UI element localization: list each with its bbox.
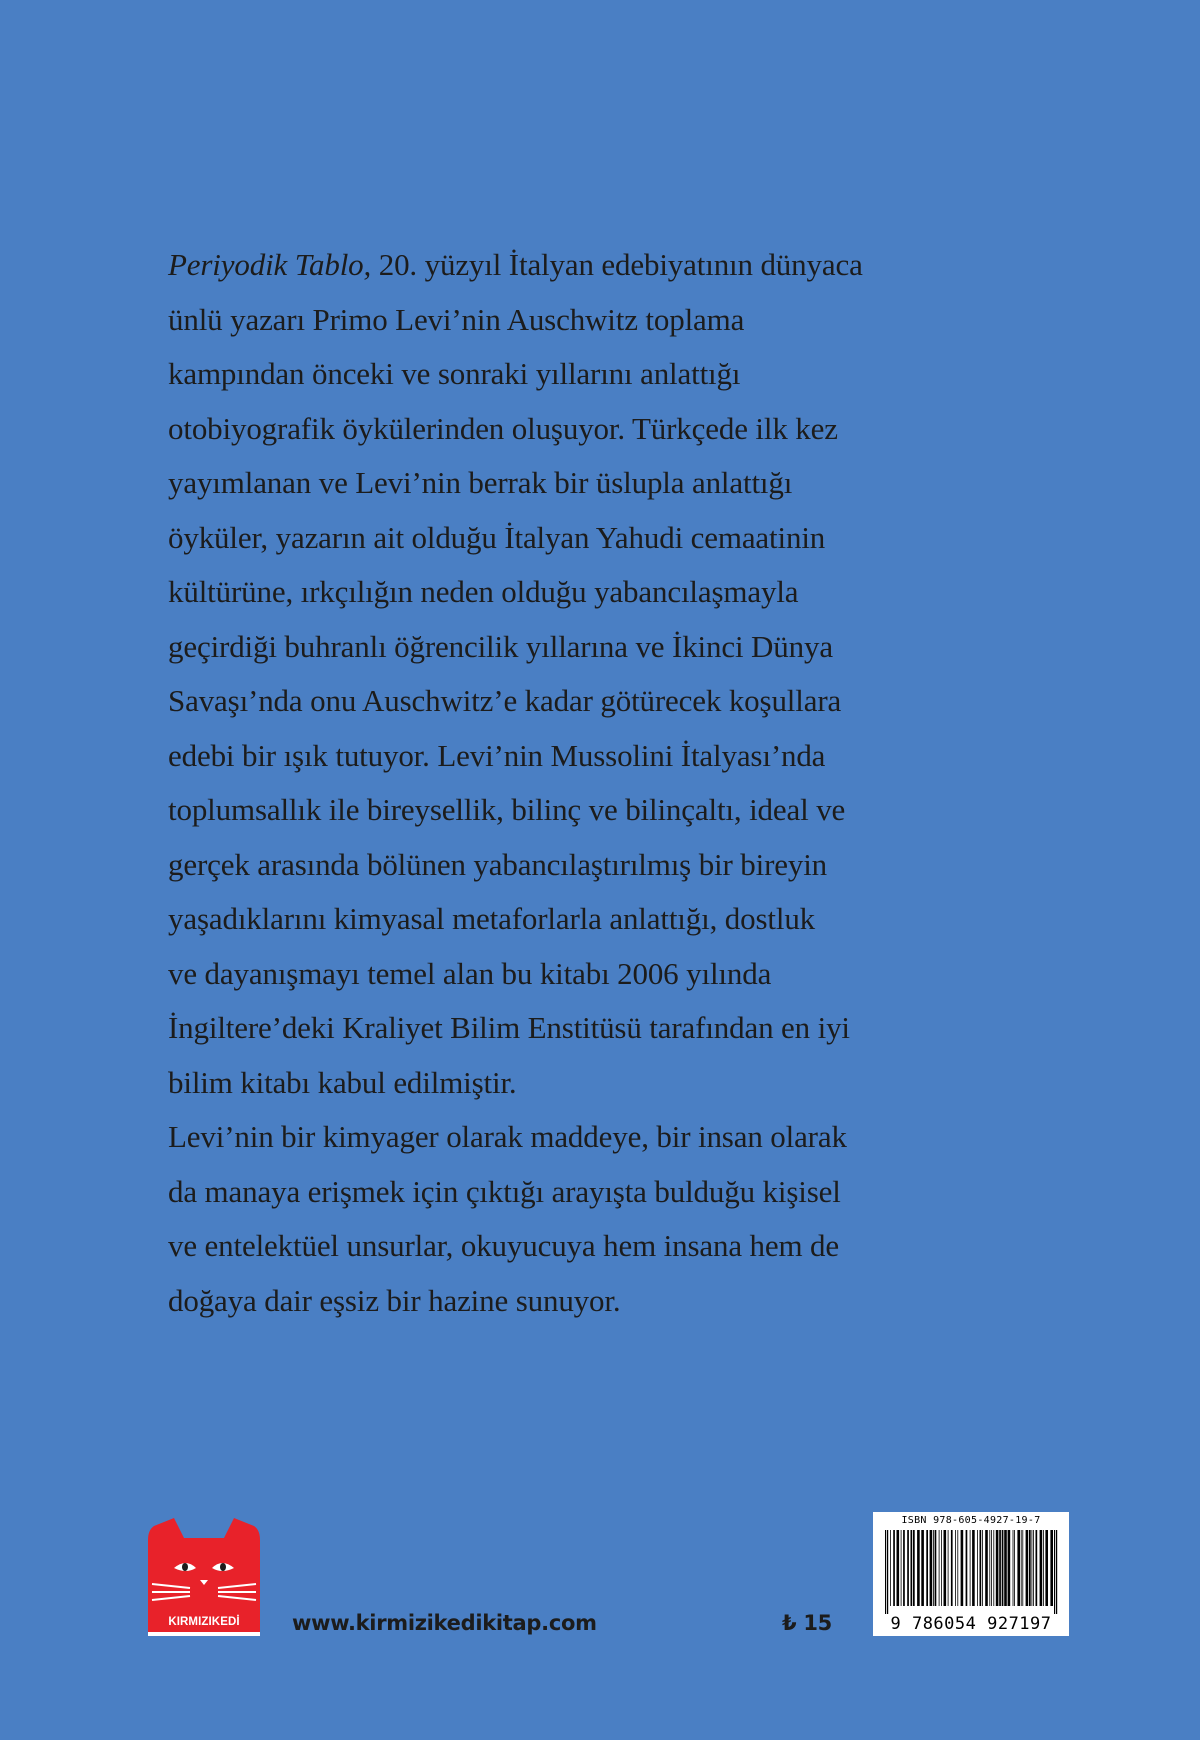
logo-wordmark: KIRMIZIKEDİ: [168, 1616, 240, 1628]
barcode-guard-bar: [885, 1530, 886, 1614]
publisher-logo: [144, 1518, 264, 1636]
barcode-bar: [907, 1530, 909, 1606]
barcode-bar: [1022, 1530, 1023, 1606]
barcode-bar: [993, 1530, 994, 1606]
blurb-line: İngiltere’deki Kraliyet Bilim Enstitüsü tarafından en iyi: [168, 1010, 850, 1045]
barcode-bar: [1040, 1530, 1043, 1606]
barcode-bar: [1026, 1530, 1029, 1606]
barcode-bar: [926, 1530, 928, 1606]
barcode-bar: [1029, 1530, 1031, 1606]
barcode-bar: [977, 1530, 978, 1606]
barcode-guard-bar: [1056, 1530, 1057, 1614]
barcode-bar: [1036, 1530, 1038, 1606]
publisher-website: www.kirmizikedikitap.com: [292, 1611, 597, 1635]
barcode-bar: [1050, 1530, 1053, 1606]
barcode-bar: [1014, 1530, 1015, 1606]
blurb-line: bilim kitabı kabul edilmiştir.: [168, 1064, 517, 1100]
back-cover-blurb: [168, 238, 1048, 1328]
barcode-bar: [1043, 1530, 1044, 1606]
blurb-line: gerçek arasında bölünen yabancılaştırılmış bir bireyin: [168, 846, 828, 882]
barcode-bar: [903, 1530, 905, 1606]
barcode-bar: [948, 1530, 949, 1606]
barcode-bar: [996, 1530, 999, 1606]
barcode-bar: [913, 1530, 915, 1606]
barcode-bar: [893, 1530, 895, 1606]
barcode-bars: [883, 1530, 1059, 1614]
blurb-line: yayımlanan ve Levi’nin berrak bir üslupla anlattığı: [168, 465, 793, 500]
blurb-line: edebi bir ışık tutuyor. Levi’nin Mussolini İtalyası’nda: [168, 737, 826, 773]
barcode-guard-bar: [1054, 1530, 1055, 1614]
blurb-line: otobiyografik öykülerinden oluşuyor. Türkçede ilk kez: [168, 410, 838, 446]
barcode-bar: [1033, 1530, 1034, 1606]
blurb-line: da manaya erişmek için çıktığı arayışta bulduğu kişisel: [168, 1173, 841, 1209]
barcode-bar: [897, 1530, 900, 1606]
blurb-line: yaşadıklarını kimyasal metaforlarla anlattığı, dostluk: [168, 901, 816, 936]
blurb-line: Periyodik Tablo, 20. yüzyıl İtalyan edebiyatının dünyaca: [168, 247, 863, 282]
barcode-bar: [970, 1530, 971, 1606]
barcode-bar: [961, 1530, 964, 1606]
barcode-bar: [935, 1530, 937, 1606]
blurb-line: kültürüne, ırkçılığın neden olduğu yabancılaşmayla: [168, 574, 799, 609]
price-label: ₺ 15: [782, 1611, 832, 1635]
blurb-line: geçirdiği buhranlı öğrencilik yıllarına ve İkinci Dünya: [168, 628, 833, 664]
barcode-bar: [1032, 1530, 1033, 1606]
barcode-bar: [901, 1530, 902, 1606]
barcode-bar: [985, 1530, 988, 1606]
barcode-bar: [1013, 1530, 1014, 1606]
barcode-bar: [917, 1530, 920, 1606]
isbn-barcode: [873, 1512, 1069, 1636]
blurb-line: ünlü yazarı Primo Levi’nin Auschwitz toplama: [168, 301, 745, 337]
isbn-label: ISBN 978-605-4927-19-7: [901, 1515, 1041, 1526]
blurb-line: Levi’nin bir kimyager olarak maddeye, bir insan olarak: [168, 1119, 847, 1154]
blurb-line: kampından önceki ve sonraki yıllarını anlattığı: [168, 356, 741, 391]
barcode-guard-bar: [887, 1530, 888, 1614]
barcode-bar: [921, 1530, 924, 1606]
barcode-bar: [991, 1530, 992, 1606]
barcode-bar: [911, 1530, 913, 1606]
barcode-bar: [966, 1530, 968, 1606]
barcode-bar: [957, 1530, 958, 1606]
book-title: Periyodik Tablo,: [168, 247, 372, 282]
blurb-line: ve dayanışmayı temel alan bu kitabı 2006 yılında: [168, 955, 772, 991]
barcode-bar: [944, 1530, 947, 1606]
barcode-bar: [890, 1530, 891, 1606]
barcode-bar: [980, 1530, 982, 1606]
barcode-bar: [1017, 1530, 1020, 1606]
barcode-bar: [989, 1530, 990, 1606]
barcode-bar: [1008, 1530, 1011, 1606]
barcode-bar: [1021, 1530, 1022, 1606]
barcode-bar: [1002, 1530, 1004, 1606]
barcode-digits: 9 786054 927197: [890, 1614, 1052, 1634]
barcode-bar: [999, 1530, 1001, 1606]
blurb-line: öyküler, yazarın ait olduğu İtalyan Yahudi cemaatinin: [168, 519, 826, 555]
blurb-line: toplumsallık ile bireysellik, bilinç ve bilinçaltı, ideal ve: [168, 792, 846, 827]
barcode-bar: [972, 1530, 975, 1606]
barcode-bar: [951, 1530, 953, 1606]
barcode-bar: [941, 1530, 942, 1606]
barcode-bar: [939, 1530, 940, 1606]
barcode-bar: [930, 1530, 933, 1606]
blurb-line: ve entelektüel unsurlar, okuyucuya hem insana hem de: [168, 1228, 840, 1263]
blurb-line: doğaya dair eşsiz bir hazine sunuyor.: [168, 1282, 621, 1318]
barcode-bar: [955, 1530, 956, 1606]
barcode-bar: [1045, 1530, 1048, 1606]
blurb-line: Savaşı’nda onu Auschwitz’e kadar götürecek koşullara: [168, 683, 842, 718]
barcode-bar: [933, 1530, 934, 1606]
barcode-bar: [982, 1530, 983, 1606]
barcode-bar: [1004, 1530, 1007, 1606]
